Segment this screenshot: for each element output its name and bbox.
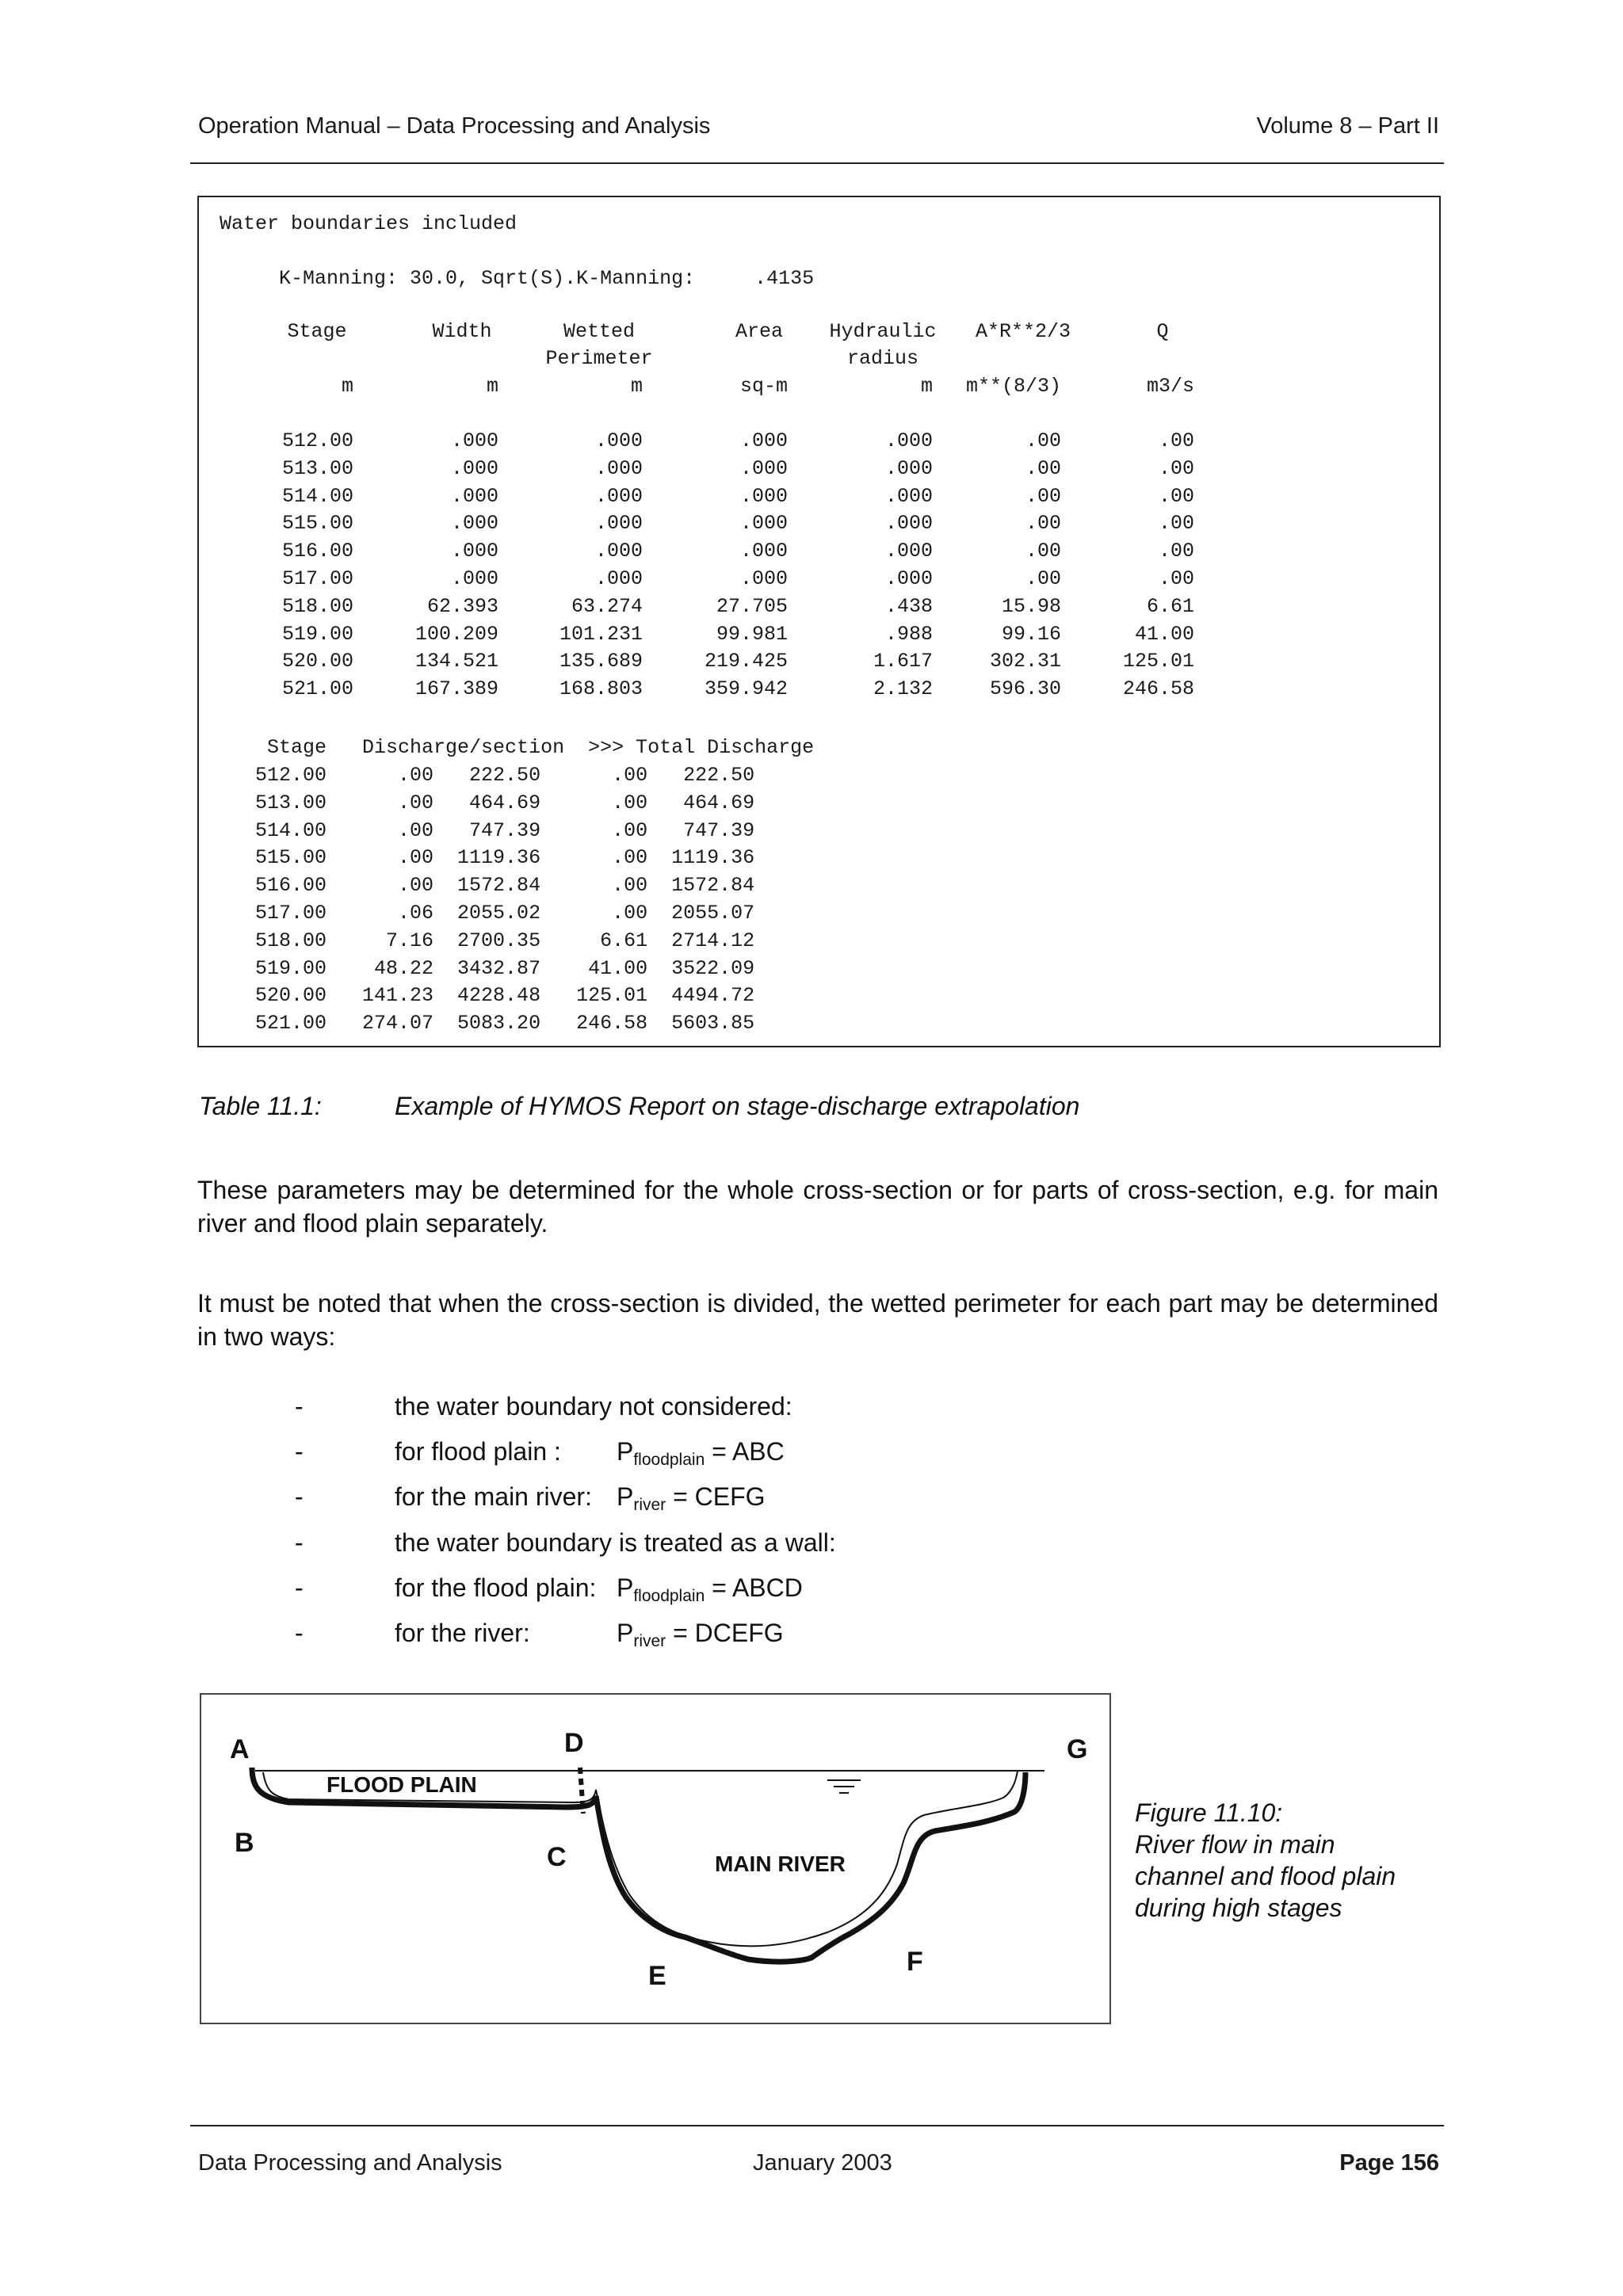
perimeter-equation: = ABCD [705, 1573, 803, 1602]
discharge-row: 519.00 48.22 3432.87 41.00 3522.09 [220, 956, 755, 980]
table-cell: 513.00 [281, 456, 353, 480]
discharge-header: Stage Discharge/section >>> Total Discharge [220, 736, 815, 759]
column-unit: m [486, 375, 498, 398]
list-bullet: - [295, 1482, 304, 1511]
column-header: Stage [287, 320, 347, 343]
list-item-label: for the river: [395, 1619, 530, 1647]
perimeter-symbol: P [617, 1482, 634, 1511]
paragraph-wetted-perimeter: It must be noted that when the cross-section is divided, the wetted perimeter for each part may be determined in two ways: [197, 1289, 1438, 1351]
perimeter-equation: = CEFG [666, 1482, 766, 1511]
list-item-label: the water boundary is treated as a wall: [395, 1528, 836, 1557]
perimeter-subscript: river [633, 1632, 666, 1650]
perimeter-subscript: floodplain [633, 1587, 705, 1605]
report-line-water-boundaries: Water boundaries included [220, 212, 517, 235]
column-header-line2: Perimeter [545, 347, 653, 370]
cross-section-figure [200, 1693, 1111, 2024]
table-cell: 512.00 [281, 429, 353, 452]
label-g: G [1067, 1734, 1088, 1764]
column-unit: m**(8/3) [965, 375, 1061, 398]
discharge-row: 514.00 .00 747.39 .00 747.39 [220, 818, 755, 842]
table-cell: 99.16 [1001, 622, 1061, 646]
table-cell: .00 [1025, 567, 1061, 590]
list-bullet: - [295, 1619, 304, 1647]
report-line-k-manning: K-Manning: 30.0, Sqrt(S).K-Manning: .4135 [220, 267, 815, 290]
perimeter-equation: = ABC [705, 1437, 785, 1466]
column-header: Q [1156, 320, 1169, 343]
table-caption-text: Example of HYMOS Report on stage-discharge extrapolation [395, 1092, 1080, 1120]
discharge-row: 515.00 .00 1119.36 .00 1119.36 [220, 846, 755, 870]
table-cell: .000 [594, 429, 643, 452]
discharge-row: 521.00 274.07 5083.20 246.58 5603.85 [220, 1012, 755, 1035]
perimeter-subscript: floodplain [633, 1451, 705, 1469]
column-unit: m3/s [1146, 375, 1194, 398]
table-cell: .000 [884, 540, 933, 563]
discharge-row: 518.00 7.16 2700.35 6.61 2714.12 [220, 929, 755, 952]
table-cell: .000 [450, 484, 498, 508]
table-cell: .000 [739, 512, 788, 536]
figure-caption-number: Figure 11.10: [1135, 1798, 1283, 1827]
table-cell: .000 [739, 540, 788, 563]
label-main-river: MAIN RIVER [715, 1852, 846, 1874]
list-bullet: - [295, 1392, 304, 1421]
table-cell: .000 [884, 512, 933, 536]
list-item [395, 1528, 836, 1558]
table-cell: 246.58 [1122, 677, 1194, 701]
figure-caption-line3: during high stages [1135, 1894, 1342, 1922]
perimeter-formula [617, 1619, 784, 1651]
perimeter-symbol: P [617, 1573, 634, 1602]
label-f: F [907, 1947, 923, 1972]
list-bullet: - [295, 1437, 304, 1466]
table-cell: .438 [884, 594, 933, 618]
perimeter-symbol: P [617, 1437, 634, 1466]
column-header: Wetted [563, 320, 636, 343]
table-cell: .000 [450, 540, 498, 563]
table-cell: .00 [1025, 456, 1061, 480]
column-header: Area [735, 320, 784, 343]
header-title: Operation Manual – Data Processing and Analysis [198, 113, 711, 139]
table-cell: .000 [450, 512, 498, 536]
table-cell: .000 [594, 540, 643, 563]
table-cell: 167.389 [414, 677, 498, 701]
table-cell: .00 [1158, 512, 1194, 536]
table-cell: 62.393 [426, 594, 498, 618]
header-volume: Volume 8 – Part II [1256, 113, 1439, 139]
list-bullet: - [295, 1573, 304, 1602]
table-cell: .000 [594, 567, 643, 590]
table-cell: .000 [594, 456, 643, 480]
perimeter-formula [617, 1437, 785, 1470]
table-cell: .000 [884, 567, 933, 590]
table-cell: .000 [739, 567, 788, 590]
perimeter-formula [617, 1573, 803, 1606]
table-cell: 100.209 [414, 622, 498, 646]
list-item [395, 1482, 766, 1514]
table-cell: 596.30 [989, 677, 1061, 701]
discharge-row: 520.00 141.23 4228.48 125.01 4494.72 [220, 984, 755, 1008]
list-item-label: for the main river: [395, 1482, 592, 1511]
table-cell: .000 [594, 484, 643, 508]
header-rule [190, 162, 1444, 164]
table-cell: .000 [450, 567, 498, 590]
discharge-row: 517.00 .06 2055.02 .00 2055.07 [220, 902, 755, 925]
table-cell: 219.425 [704, 650, 788, 673]
table-cell: .00 [1158, 429, 1194, 452]
table-cell: 516.00 [281, 540, 353, 563]
discharge-row: 512.00 .00 222.50 .00 222.50 [220, 764, 755, 787]
list-item [395, 1573, 803, 1605]
table-cell: 63.274 [571, 594, 643, 618]
table-cell: .00 [1158, 456, 1194, 480]
table-cell: .000 [450, 456, 498, 480]
table-cell: 101.231 [559, 622, 643, 646]
column-header: Width [432, 320, 492, 343]
table-caption-number: Table 11.1: [199, 1092, 322, 1120]
column-unit: m [630, 375, 643, 398]
table-cell: .00 [1158, 567, 1194, 590]
table-cell: 1.617 [873, 650, 933, 673]
table-cell: .000 [884, 456, 933, 480]
table-cell: 168.803 [559, 677, 643, 701]
table-cell: 519.00 [281, 622, 353, 646]
perimeter-symbol: P [617, 1619, 634, 1647]
footer-page-number: Page 156 [1339, 2150, 1439, 2176]
table-cell: .00 [1158, 540, 1194, 563]
discharge-row: 513.00 .00 464.69 .00 464.69 [220, 791, 755, 814]
table-cell: .00 [1025, 540, 1061, 563]
hymos-report-box [197, 196, 1441, 1047]
column-header: Hydraulic [829, 320, 937, 343]
table-cell: .000 [594, 512, 643, 536]
label-c: C [547, 1842, 567, 1872]
column-unit: m [920, 375, 933, 398]
footer-left: Data Processing and Analysis [198, 2150, 502, 2176]
table-cell: 6.61 [1146, 594, 1194, 618]
table-cell: 125.01 [1122, 650, 1194, 673]
table-cell: 15.98 [1001, 594, 1061, 618]
table-cell: .00 [1158, 484, 1194, 508]
table-cell: 359.942 [704, 677, 788, 701]
table-cell: .000 [884, 429, 933, 452]
discharge-row: 516.00 .00 1572.84 .00 1572.84 [220, 874, 755, 898]
perimeter-formula [617, 1482, 766, 1515]
column-unit: m [341, 375, 353, 398]
table-cell: 518.00 [281, 594, 353, 618]
column-unit: sq-m [739, 375, 788, 398]
list-item-label: for the flood plain: [395, 1573, 597, 1602]
label-d: D [564, 1728, 584, 1758]
table-cell: 135.689 [559, 650, 643, 673]
table-cell: 41.00 [1134, 622, 1194, 646]
table-cell: .000 [884, 484, 933, 508]
footer-date: January 2003 [753, 2150, 892, 2176]
footer-rule [190, 2125, 1444, 2126]
perimeter-equation: = DCEFG [666, 1619, 784, 1647]
table-cell: 134.521 [414, 650, 498, 673]
column-header: A*R**2/3 [975, 320, 1071, 343]
table-cell: 520.00 [281, 650, 353, 673]
table-cell: 521.00 [281, 677, 353, 701]
column-header-line2: radius [846, 347, 919, 370]
list-bullet: - [295, 1528, 304, 1557]
table-cell: 2.132 [873, 677, 933, 701]
table-cell: 27.705 [716, 594, 788, 618]
label-e: E [648, 1961, 666, 1991]
label-b: B [235, 1828, 254, 1858]
list-item-label: for flood plain : [395, 1437, 561, 1466]
table-cell: 514.00 [281, 484, 353, 508]
table-cell: 515.00 [281, 512, 353, 536]
list-item [395, 1437, 785, 1469]
table-cell: .00 [1025, 512, 1061, 536]
list-item [395, 1392, 792, 1421]
paragraph-parameters: These parameters may be determined for the whole cross-section or for parts of cross-section, e.g. for main river and flood plain separately. [197, 1176, 1438, 1238]
table-cell: 99.981 [716, 622, 788, 646]
table-cell: .000 [739, 456, 788, 480]
table-cell: .00 [1025, 484, 1061, 508]
figure-caption-line2: channel and flood plain [1135, 1862, 1396, 1890]
label-a: A [230, 1734, 250, 1764]
perimeter-subscript: river [633, 1496, 666, 1514]
table-cell: .988 [884, 622, 933, 646]
table-cell: 302.31 [989, 650, 1061, 673]
label-flood-plain: FLOOD PLAIN [327, 1772, 477, 1797]
list-item-label: the water boundary not considered: [395, 1392, 792, 1421]
table-cell: 517.00 [281, 567, 353, 590]
table-cell: .000 [739, 429, 788, 452]
table-cell: .000 [739, 484, 788, 508]
figure-caption-line1: River flow in main [1135, 1830, 1335, 1859]
division-line-dc [580, 1768, 583, 1814]
table-cell: .00 [1025, 429, 1061, 452]
list-item [395, 1619, 784, 1650]
table-cell: .000 [450, 429, 498, 452]
